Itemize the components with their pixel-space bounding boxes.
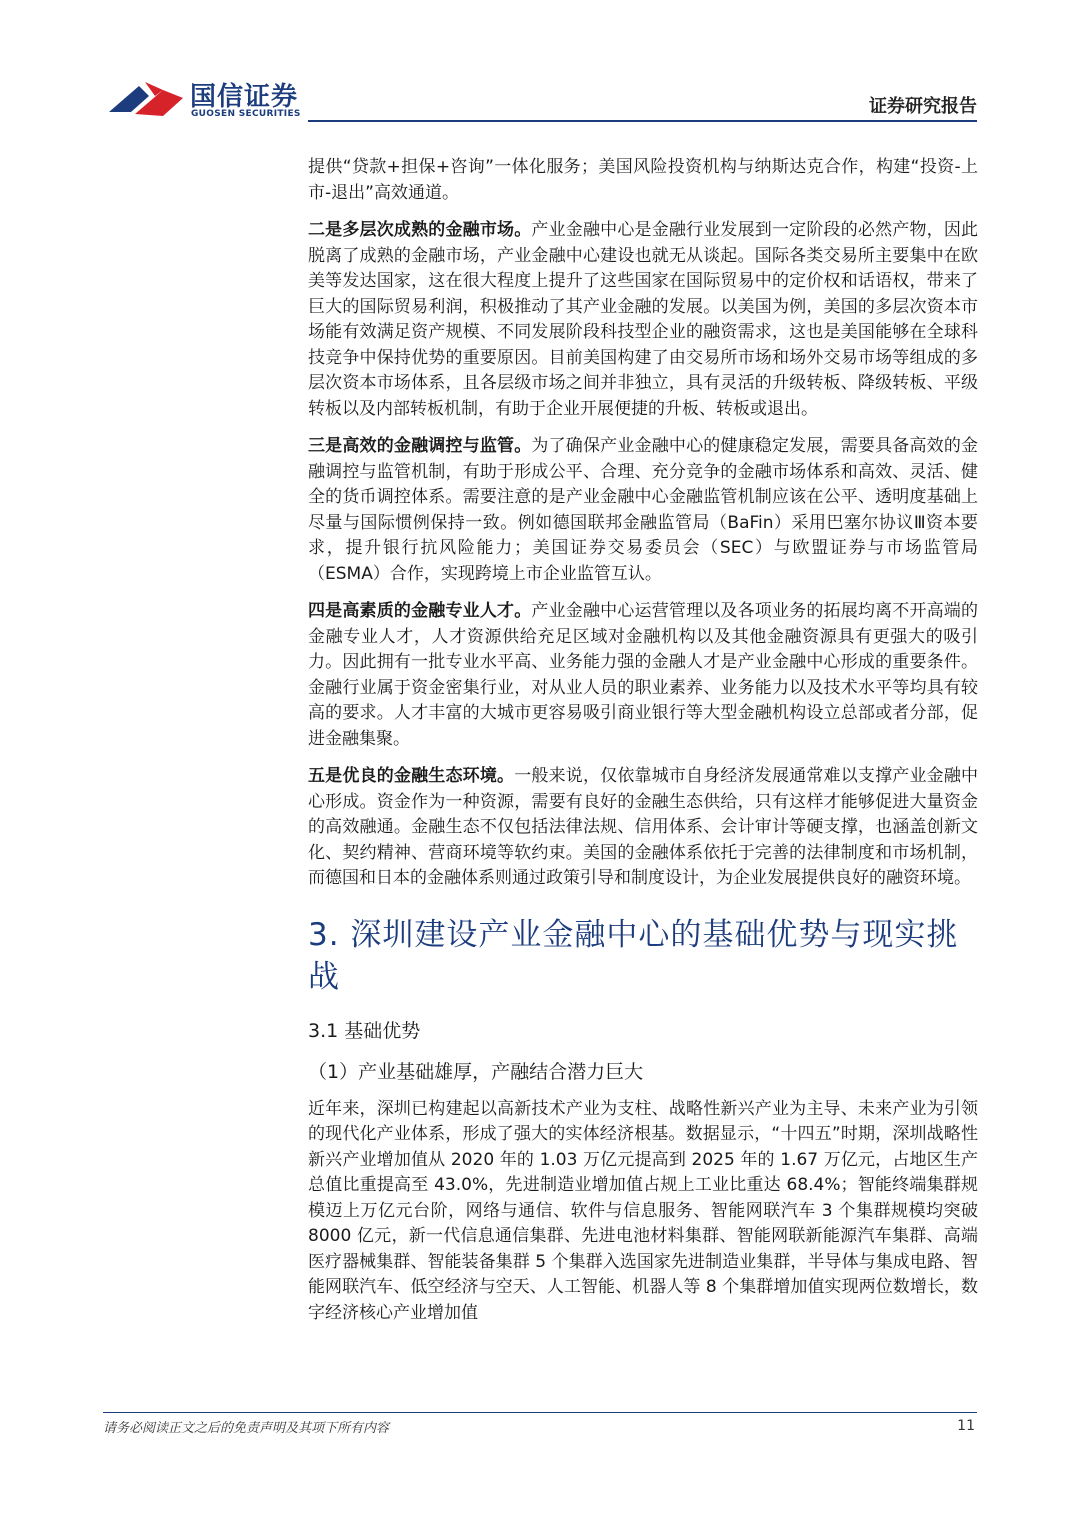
paragraph-lead: 五是优良的金融生态环境。: [308, 766, 515, 786]
subsection-heading: 3.1 基础优势: [308, 1019, 421, 1042]
paragraph-text: 产业金融中心运营管理以及各项业务的拓展均离不开高端的金融专业人才，人才资源供给充足区域对金融机构以及其他金融资源具有更强大的吸引力。因此拥有一批专业水平高、业务能力强的金融人才是产业金融中心形成的重要条件。金融行业属于资金密集行业，对从业人员的职业素养、业务能力以及技术水平等均具有较高的要求。人才丰富的大城市更容易吸引商业银行等大型金融机构设立总部或者分部，促进金融集聚。: [308, 601, 979, 749]
paragraph-lead: 三是高效的金融调控与监管。: [308, 436, 532, 456]
report-type-label: 证券研究报告: [869, 96, 977, 117]
subsubsection-heading: （1）产业基础雄厚，产融结合潜力巨大: [308, 1060, 644, 1083]
paragraph-regulation: [308, 434, 978, 587]
page-number: 11: [957, 1418, 975, 1434]
brand-name-cn: 国信证券: [190, 82, 299, 112]
paragraph-ecosystem: [308, 764, 978, 892]
brand-name-en: GUOSEN SECURITIES: [191, 109, 301, 119]
section-heading: 3. 深圳建设产业金融中心的基础优势与现实挑战: [308, 916, 959, 995]
paragraph-continuation: 提供“贷款+担保+咨询”一体化服务；美国风险投资机构与纳斯达克合作，构建“投资-上市-退出”高效通道。: [308, 157, 978, 203]
paragraph-text: 一般来说，仅依靠城市自身经济发展通常难以支撑产业金融中心形成。资金作为一种资源，需要有良好的金融生态供给，只有这样才能够促进大量资金的高效融通。金融生态不仅包括法律法规、信用体系、会计审计等硬支撑，也涵盖创新文化、契约精神、营商环境等软约束。美国的金融体系依托于完善的法律制度和市场机制，而德国和日本的金融体系则通过政策引导和制度设计，为企业发展提供良好的融资环境。: [308, 766, 979, 888]
page-header: [0, 0, 1080, 130]
paragraph-text: 为了确保产业金融中心的健康稳定发展，需要具备高效的金融调控与监管机制，有助于形成公平、合理、充分竞争的金融市场体系和高效、灵活、健全的货币调控体系。需要注意的是产业金融中心金融监管机制应该在公平、透明度基础上尽量与国际惯例保持一致。例如德国联邦金融监管局（BaFin）采用巴塞尔协议Ⅲ资本要求，提升银行抗风险能力；美国证券交易委员会（SEC）与欧盟证券与市场监管局（ESMA）合作，实现跨境上市企业监管互认。: [308, 436, 979, 584]
paragraph-text: 产业金融中心是金融行业发展到一定阶段的必然产物，因此脱离了成熟的金融市场，产业金融中心建设也就无从谈起。国际各类交易所主要集中在欧美等发达国家，这在很大程度上提升了这些国家在国际贸易中的定价权和话语权，带来了巨大的国际贸易利润，积极推动了其产业金融的发展。以美国为例，美国的多层次资本市场能有效满足资产规模、不同发展阶段科技型企业的融资需求，这也是美国能够在全球科技竞争中保持优势的重要原因。目前美国构建了由交易所市场和场外交易市场等组成的多层次资本市场体系，且各层级市场之间并非独立，具有灵活的升级转板、降级转板、平级转板以及内部转板机制，有助于企业开展便捷的升板、转板或退出。: [308, 220, 979, 419]
paragraph-talent: [308, 599, 978, 752]
paragraph-lead: 二是多层次成熟的金融市场。: [308, 220, 532, 240]
paragraph-lead: 四是高素质的金融专业人才。: [308, 601, 532, 621]
paragraph-industrial-base: 近年来，深圳已构建起以高新技术产业为支柱、战略性新兴产业为主导、未来产业为引领的现代化产业体系，形成了强大的实体经济根基。数据显示，“十四五”时期，深圳战略性新兴产业增加值从 2020 年的 1.03 万亿元提高到 2025 年的 1.67 万亿元，占地区生产总值比重提高至 43.0%，先进制造业增加值占规上工业比重达 68.4%；智能终端集群规模迈上万亿元台阶，网络与通信、软件与信息服务、智能网联汽车 3 个集群规模均突破 8000 亿元，新一代信息通信集群、先进电池材料集群、智能网联新能源汽车集群、高端医疗器械集群、智能装备集群 5 个集群入选国家先进制造业集群，半导体与集成电路、智能网联汽车、低空经济与空天、人工智能、机器人等 8 个集群增加值实现两位数增长，数字经济核心产业增加值: [308, 1098, 978, 1323]
footer-disclaimer: 请务必阅读正文之后的免责声明及其项下所有内容: [103, 1421, 390, 1436]
guosen-logo-icon: [105, 74, 185, 124]
header-divider: [308, 120, 977, 122]
main-content: [308, 155, 978, 1338]
paragraph-financial-market: [308, 218, 978, 422]
footer-divider: [103, 1412, 977, 1413]
